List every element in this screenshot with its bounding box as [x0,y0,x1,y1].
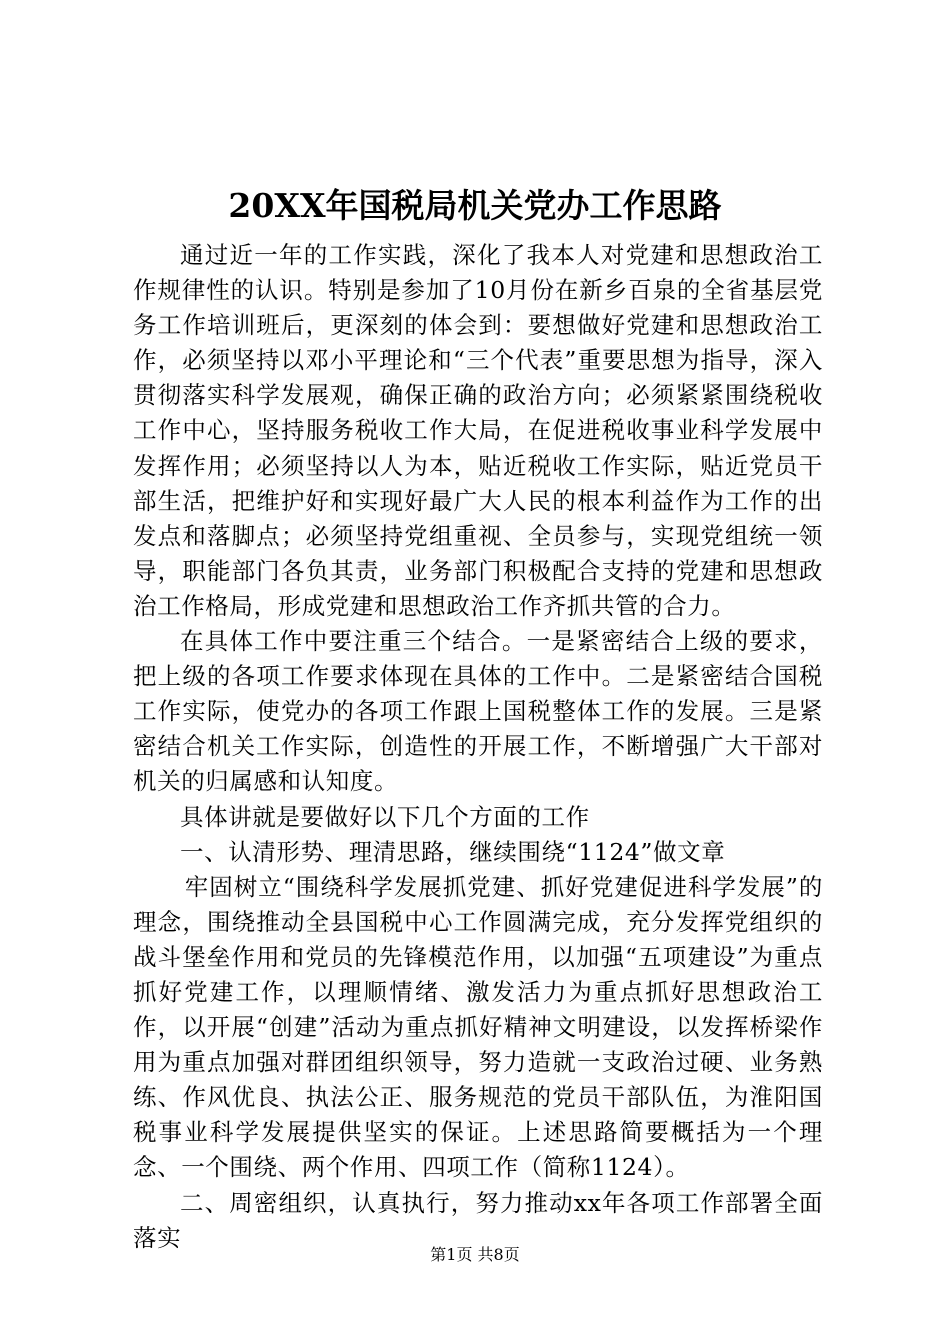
document-title: 20XX年国税局机关党办工作思路 [228,186,722,225]
page-number: 第1页 共8页 [430,1245,520,1264]
section-heading-1: 一、认清形势、理清思路，继续围绕“1124”做文章 [180,837,726,866]
document-body [133,238,823,1256]
paragraph-1124-concept: 牢固树立“围绕科学发展抓党建、抓好党建促进科学发展”的理念，围绕推动全县国税中心工作圆满完成，充分发挥党组织的战斗堡垒作用和党员的先锋模范作用，以加强“五项建设”为重点抓好党建工作，以理顺情绪、激发活力为重点抓好思想政治工作，以开展“创建”活动为重点抓好精神文明建设，以发挥桥梁作用为重点加强对群团组织领导，努力造就一支政治过硬、业务熟练、作风优良、执法公正、服务规范的党员干部队伍，为淮阳国税事业科学发展提供坚实的保证。上述思路简要概括为一个理念、一个围绕、两个作用、四项工作（简称1124）。 [133,872,823,1182]
paragraph-intro: 通过近一年的工作实践，深化了我本人对党建和思想政治工作规律性的认识。特别是参加了10月份在新乡百泉的全省基层党务工作培训班后，更深刻的体会到：要想做好党建和思想政治工作，必须坚持以邓小平理论和“三个代表”重要思想为指导，深入贯彻落实科学发展观，确保正确的政治方向；必须紧紧围绕税收工作中心，坚持服务税收工作大局，在促进税收事业科学发展中发挥作用；必须坚持以人为本，贴近税收工作实际，贴近党员干部生活，把维护好和实现好最广大人民的根本利益作为工作的出发点和落脚点；必须坚持党组重视、全员参与，实现党组统一领导，职能部门各负其责，业务部门积极配合支持的党建和思想政治工作格局，形成党建和思想政治工作齐抓共管的合力。 [133,241,823,620]
paragraph-work-areas-lead: 具体讲就是要做好以下几个方面的工作 [180,802,590,831]
paragraph-three-combinations: 在具体工作中要注重三个结合。一是紧密结合上级的要求，把上级的各项工作要求体现在具体的工作中。二是紧密结合国税工作实际，使党办的各项工作跟上国税整体工作的发展。三是紧密结合机关工作实际，创造性的开展工作，不断增强广大干部对机关的归属感和认知度。 [133,627,823,796]
section-heading-2: 二、周密组织，认真执行，努力推动xx年各项工作部署全面落实 [133,1188,823,1252]
